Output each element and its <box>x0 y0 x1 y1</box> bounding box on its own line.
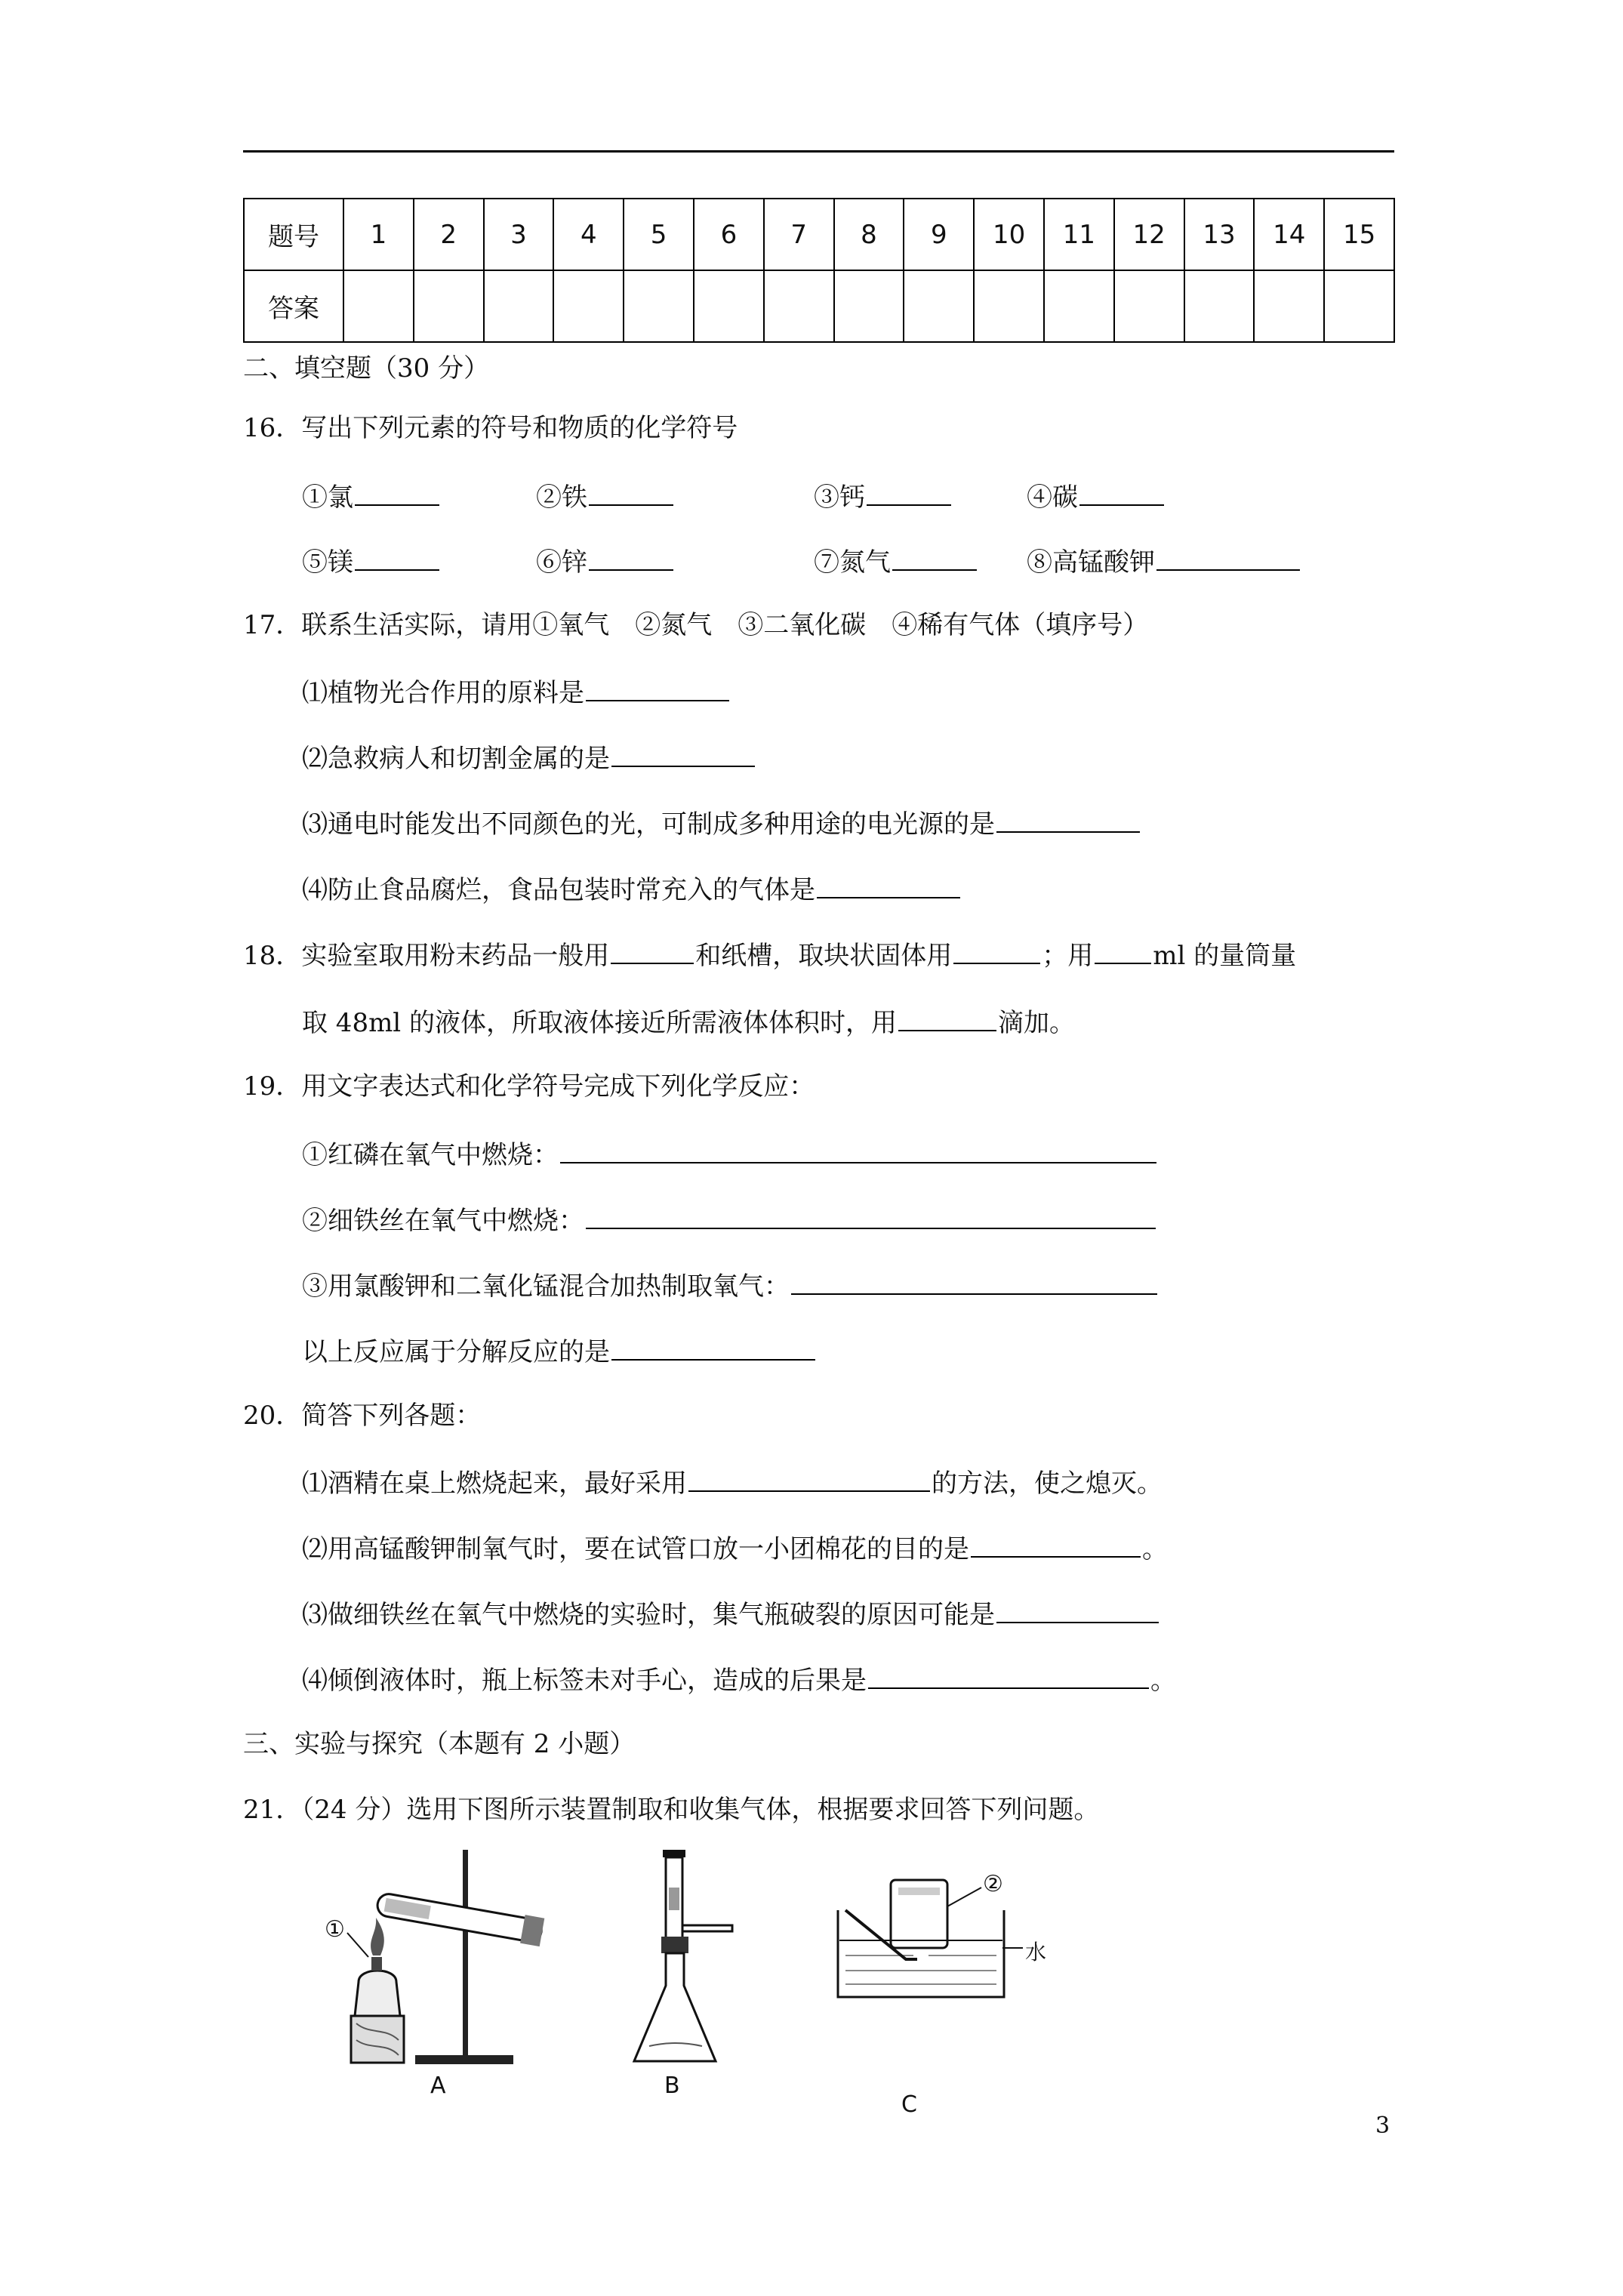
answer-cell[interactable] <box>694 270 764 342</box>
question-number-cell: 9 <box>904 199 974 270</box>
q16-item: ②铁 <box>536 479 675 514</box>
answer-cell[interactable] <box>484 270 554 342</box>
section-2-title: 二、填空题（30 分） <box>243 353 490 384</box>
question-number-cell: 1 <box>343 199 414 270</box>
answer-blank[interactable] <box>996 806 1140 833</box>
answer-blank[interactable] <box>586 674 729 701</box>
answer-cell[interactable] <box>1114 270 1184 342</box>
marker-1-label: ① <box>325 1916 345 1943</box>
answer-blank[interactable] <box>817 871 960 898</box>
answer-cell[interactable] <box>904 270 974 342</box>
q16-item: ③钙 <box>814 479 953 514</box>
figure-c-caption: C <box>901 2091 917 2118</box>
answer-blank[interactable] <box>953 937 1040 964</box>
answer-blank[interactable] <box>589 544 673 571</box>
question-number-cell: 8 <box>834 199 904 270</box>
q20-part: ⑶做细铁丝在氧气中燃烧的实验时，集气瓶破裂的原因可能是 <box>302 1596 1160 1632</box>
figure-a-caption: A <box>430 2073 446 2099</box>
answer-cell[interactable] <box>414 270 484 342</box>
answer-cell[interactable] <box>974 270 1044 342</box>
row-label-question-number: 题号 <box>244 199 343 270</box>
answer-blank[interactable] <box>1079 479 1164 506</box>
apparatus-a-figure <box>325 1842 551 2099</box>
answer-blank[interactable] <box>355 544 439 571</box>
answer-cell[interactable] <box>1044 270 1114 342</box>
question-number-cell: 5 <box>624 199 694 270</box>
q19-part: ③用氯酸钾和二氧化锰混合加热制取氧气： <box>302 1268 1159 1303</box>
answer-cell[interactable] <box>1324 270 1394 342</box>
table-row-numbers <box>244 199 1394 270</box>
apparatus-b-figure <box>619 1842 770 2099</box>
q20-part: ⑴酒精在桌上燃烧起来，最好采用 的方法，使之熄灭。 <box>302 1465 1163 1500</box>
page-number: 3 <box>1375 2113 1390 2139</box>
q16-item: ⑦氮气 <box>814 544 978 579</box>
q18-line-1: 18．实验室取用粉末药品一般用 和纸槽，取块状固体用 ；用 ml 的量筒量 <box>243 937 1296 972</box>
q17-part: ⑴植物光合作用的原料是 <box>302 674 731 710</box>
answer-blank[interactable] <box>589 479 673 506</box>
answer-cell[interactable] <box>343 270 414 342</box>
answer-blank[interactable] <box>867 479 951 506</box>
q16-stem: 16．写出下列元素的符号和物质的化学符号 <box>243 413 738 443</box>
question-number-cell: 6 <box>694 199 764 270</box>
question-number-cell: 12 <box>1114 199 1184 270</box>
marker-2-label: ② <box>983 1871 1003 1897</box>
table-row-answers <box>244 270 1394 342</box>
answer-blank[interactable] <box>892 544 977 571</box>
answer-blank[interactable] <box>611 1333 815 1361</box>
q18-line-2: 取 48ml 的液体，所取液体接近所需液体体积时，用 滴加。 <box>302 1004 1075 1040</box>
answer-cell[interactable] <box>834 270 904 342</box>
question-number-cell: 11 <box>1044 199 1114 270</box>
answer-table <box>243 198 1395 343</box>
answer-blank[interactable] <box>996 1596 1159 1623</box>
question-number-cell: 2 <box>414 199 484 270</box>
section-3-title: 三、实验与探究（本题有 2 小题） <box>243 1729 636 1759</box>
question-number-cell: 4 <box>553 199 624 270</box>
answer-cell[interactable] <box>764 270 834 342</box>
question-number-cell: 7 <box>764 199 834 270</box>
q20-part: ⑷倾倒液体时，瓶上标签未对手心，造成的后果是 。 <box>302 1662 1176 1697</box>
q16-item: ⑤镁 <box>302 544 441 579</box>
q16-item: ⑧高锰酸钾 <box>1027 544 1301 579</box>
q20-part: ⑵用高锰酸钾制氧气时，要在试管口放一小团棉花的目的是 。 <box>302 1530 1168 1566</box>
answer-cell[interactable] <box>624 270 694 342</box>
q16-item: ⑥锌 <box>536 544 675 579</box>
question-number-cell: 14 <box>1254 199 1324 270</box>
answer-blank[interactable] <box>586 1202 1156 1229</box>
question-number-cell: 13 <box>1184 199 1255 270</box>
q16-item: ④碳 <box>1027 479 1166 514</box>
answer-cell[interactable] <box>553 270 624 342</box>
answer-blank[interactable] <box>560 1136 1156 1163</box>
question-number-cell: 15 <box>1324 199 1394 270</box>
q20-stem: 20．简答下列各题： <box>243 1401 482 1431</box>
q19-stem: 19．用文字表达式和化学符号完成下列化学反应： <box>243 1071 815 1102</box>
header-rule <box>243 150 1394 153</box>
answer-blank[interactable] <box>1156 544 1300 571</box>
q19-part: ②细铁丝在氧气中燃烧： <box>302 1202 1157 1237</box>
q21-stem: 21．（24 分）选用下图所示装置制取和收集气体，根据要求回答下列问题。 <box>243 1795 1100 1825</box>
apparatus-c-figure <box>823 1865 1049 2118</box>
figure-b-caption: B <box>664 2073 680 2099</box>
answer-blank[interactable] <box>611 937 694 964</box>
q17-part: ⑶通电时能发出不同颜色的光，可制成多种用途的电光源的是 <box>302 806 1141 841</box>
question-number-cell: 10 <box>974 199 1044 270</box>
row-label-answer: 答案 <box>244 270 343 342</box>
q19-summary: 以上反应属于分解反应的是 <box>302 1333 817 1369</box>
answer-cell[interactable] <box>1184 270 1255 342</box>
answer-blank[interactable] <box>898 1004 996 1031</box>
answer-cell[interactable] <box>1254 270 1324 342</box>
q17-part: ⑷防止食品腐烂，食品包装时常充入的气体是 <box>302 871 962 907</box>
answer-blank[interactable] <box>688 1465 930 1492</box>
q17-stem: 17．联系生活实际，请用①氧气 ②氮气 ③二氧化碳 ④稀有气体（填序号） <box>243 610 1149 640</box>
answer-blank[interactable] <box>791 1268 1157 1295</box>
answer-blank[interactable] <box>1095 937 1151 964</box>
question-number-cell: 3 <box>484 199 554 270</box>
q16-item: ①氯 <box>302 479 441 514</box>
water-label: 水 <box>1025 1940 1047 1965</box>
answer-blank[interactable] <box>355 479 439 506</box>
answer-blank[interactable] <box>611 740 755 767</box>
q17-part: ⑵急救病人和切割金属的是 <box>302 740 756 775</box>
answer-blank[interactable] <box>971 1530 1141 1558</box>
q19-part: ①红磷在氧气中燃烧： <box>302 1136 1158 1172</box>
answer-blank[interactable] <box>868 1662 1149 1689</box>
